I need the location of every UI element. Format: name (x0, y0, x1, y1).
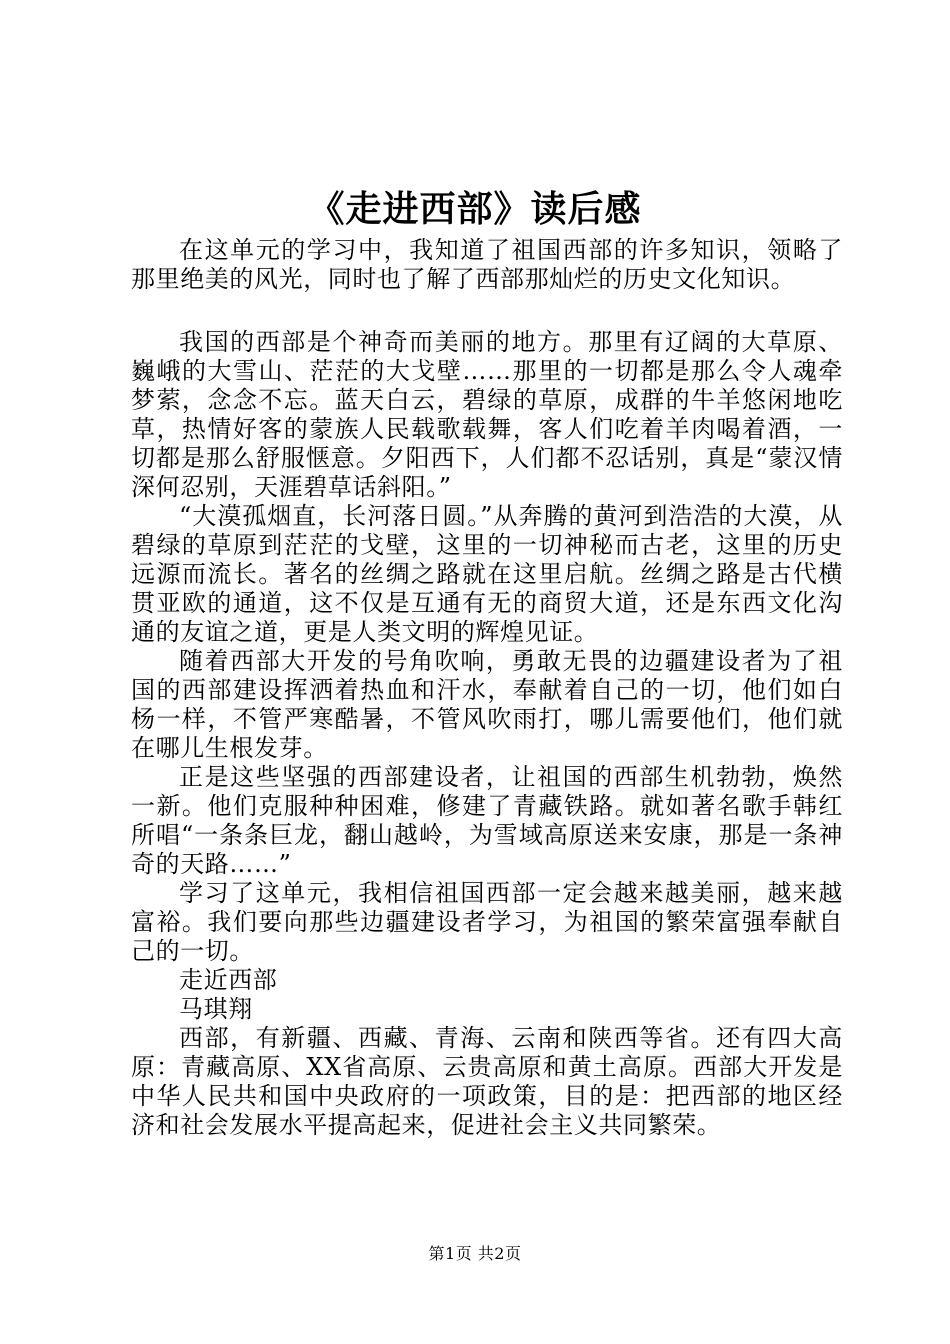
paragraph-4: 随着西部大开发的号角吹响，勇敢无畏的边疆建设者为了祖国的西部建设挥洒着热血和汗水，奉献着自己的一切，他们如白杨一样，不管严寒酷暑，不管风吹雨打，哪儿需要他们，他们就在哪儿生根发芽。 (131, 647, 843, 762)
paragraph-5: 正是这些坚强的西部建设者，让祖国的西部生机勃勃，焕然一新。他们克服种种困难，修建了青藏铁路。就如著名歌手韩红所唱“一条条巨龙，翻山越岭，为雪域高原送来安康，那是一条神奇的天路……” (131, 763, 843, 878)
page-footer: 第1页 共2页 (428, 1244, 522, 1263)
paragraph-7: 西部，有新疆、西藏、青海、云南和陕西等省。还有四大高原：青藏高原、XX省高原、云贵高原和黄土高原。西部大开发是中华人民共和国中央政府的一项政策，目的是：把西部的地区经济和社会发展水平提高起来，促进社会主义共同繁荣。 (131, 1024, 843, 1139)
author-name: 马琪翔 (179, 995, 253, 1023)
section-subtitle: 走近西部 (179, 966, 278, 994)
paragraph-2: 我国的西部是个神奇而美丽的地方。那里有辽阔的大草原、巍峨的大雪山、茫茫的大戈壁……那里的一切都是那么令人魂牵梦萦，念念不忘。蓝天白云，碧绿的草原，成群的牛羊悠闲地吃草，热情好客的蒙族人民载歌载舞，客人们吃着羊肉喝着酒，一切都是那么舒服惬意。夕阳西下，人们都不忍话别，真是“蒙汉情深何忍别，天涯碧草话斜阳。” (131, 328, 843, 501)
paragraph-1: 在这单元的学习中，我知道了祖国西部的许多知识，领略了那里绝美的风光，同时也了解了西部那灿烂的历史文化知识。 (131, 236, 843, 293)
document-title: 《走进西部》读后感 (308, 188, 642, 230)
paragraph-6: 学习了这单元，我相信祖国西部一定会越来越美丽，越来越富裕。我们要向那些边疆建设者学习，为祖国的繁荣富强奉献自己的一切。 (131, 879, 843, 965)
document-body (131, 236, 843, 1140)
paragraph-3: “大漠孤烟直，长河落日圆。”从奔腾的黄河到浩浩的大漠，从碧绿的草原到茫茫的戈壁，这里的一切神秘而古老，这里的历史远源而流长。著名的丝绸之路就在这里启航。丝绸之路是古代横贯亚欧的通道，这不仅是互通有无的商贸大道，还是东西文化沟通的友谊之道，更是人类文明的辉煌见证。 (131, 502, 843, 646)
